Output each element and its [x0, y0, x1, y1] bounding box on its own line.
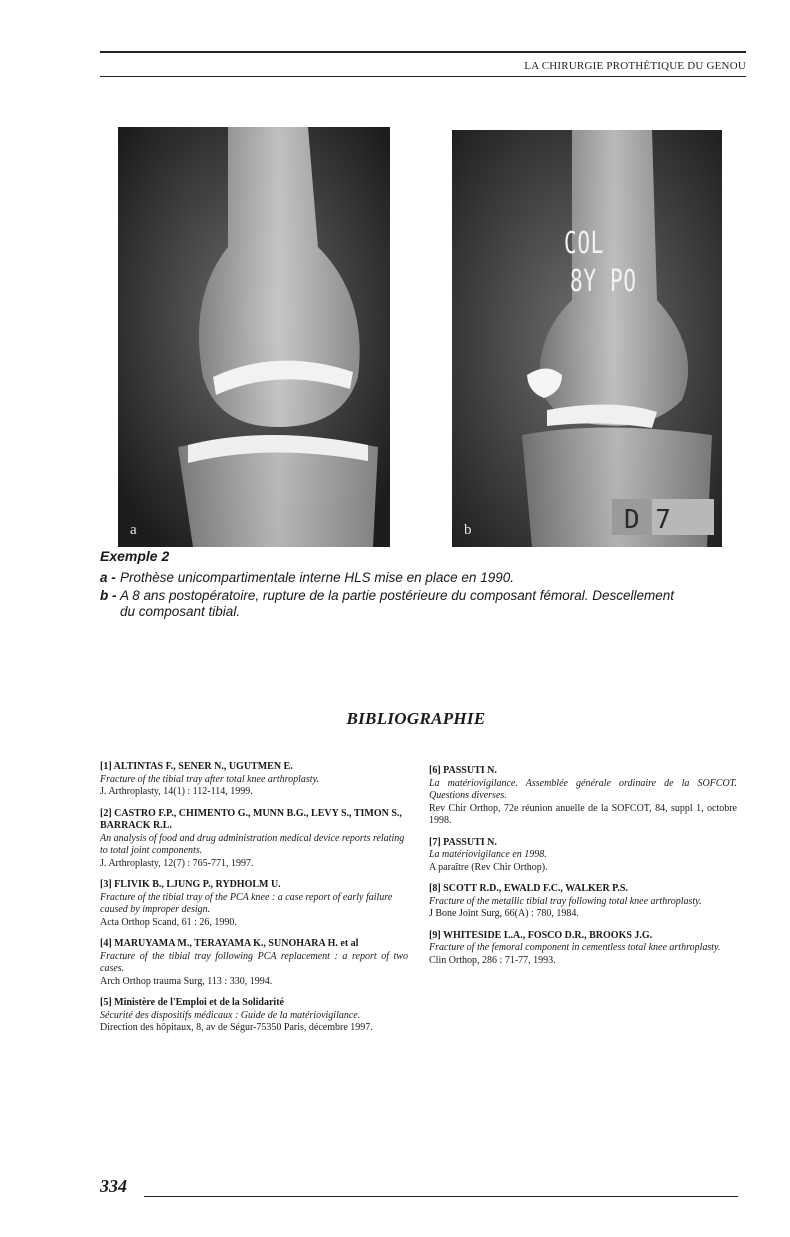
reference-source: Rev Chir Orthop, 72e réunion anuelle de la SOFCOT, 84, suppl 1, octobre 1998.	[429, 802, 737, 826]
reference-1	[100, 761, 408, 799]
xray-figure-a	[118, 127, 390, 547]
reference-source: Clin Orthop, 286 : 71-77, 1993.	[429, 954, 556, 966]
caption-title: Exemple 2	[100, 548, 170, 564]
footer-rule	[144, 1196, 738, 1197]
reference-title: Sécurité des dispositifs médicaux : Guide de la matériovigilance.	[100, 1009, 361, 1021]
caption-text-b-continuation: du composant tibial.	[120, 604, 241, 619]
xray-figure-b	[452, 130, 722, 547]
reference-5	[100, 997, 408, 1035]
reference-authors: [7] PASSUTI N.	[429, 836, 497, 848]
reference-title: An analysis of food and drug administration medical device reports relating to total joint components.	[100, 832, 405, 856]
header-rule-bottom	[100, 76, 746, 77]
reference-title: La matériovigilance. Assemblée générale ordinaire de la SOFCOT. Questions diverses.	[429, 777, 737, 801]
bibliography-right-column	[429, 765, 737, 976]
reference-8	[429, 883, 737, 921]
reference-source: Arch Orthop trauma Surg, 113 : 330, 1994.	[100, 975, 273, 987]
reference-authors: [3] FLIVIK B., LJUNG P., RYDHOLM U.	[100, 879, 281, 890]
reference-title: Fracture of the femoral component in cementless total knee arthroplasty.	[429, 942, 721, 953]
reference-3	[100, 879, 408, 929]
page-number: 334	[100, 1176, 127, 1196]
reference-title: Fracture of the metallic tibial tray following total knee arthroplasty.	[429, 895, 702, 907]
reference-authors: [2] CASTRO F.P., CHIMENTO G., MUNN B.G., LEVY S., TIMON S., BARRACK R.L.	[100, 807, 402, 831]
reference-title: Fracture of the tibial tray after total knee arthroplasty.	[100, 773, 319, 785]
reference-2	[100, 808, 408, 871]
reference-authors: [4] MARUYAMA M., TERAYAMA K., SUNOHARA H. et al	[100, 938, 359, 949]
reference-4	[100, 938, 408, 988]
figure-label-b: b	[464, 522, 472, 538]
reference-source: Acta Orthop Scand, 61 : 26, 1990.	[100, 916, 237, 928]
reference-7	[429, 837, 737, 875]
caption-text-a: Prothèse unicompartimentale interne HLS mise en place en 1990.	[120, 570, 514, 585]
caption-item-a	[100, 570, 750, 586]
figure-label-a: a	[130, 522, 137, 538]
marker-icon	[612, 497, 716, 537]
reference-source: J Bone Joint Surg, 66(A) : 780, 1984.	[429, 908, 579, 919]
caption-item-b	[100, 588, 750, 620]
caption-tag-a: a -	[100, 570, 116, 585]
film-side-marker	[612, 497, 716, 537]
reference-9	[429, 930, 737, 968]
reference-authors: [1] ALTINTAS F., SENER N., UGUTMEN E.	[100, 761, 293, 772]
film-text-line-1: COL	[564, 226, 605, 261]
reference-source: J. Arthroplasty, 12(7) : 765-771, 1997.	[100, 857, 254, 869]
reference-authors: [5] Ministère de l'Emploi et de la Solidarité	[100, 997, 284, 1008]
marker-text: D 7	[624, 505, 671, 535]
bibliography-heading: BIBLIOGRAPHIE	[346, 709, 486, 728]
reference-source: Direction des hôpitaux, 8, av de Ségur-75350 Paris, décembre 1997.	[100, 1022, 373, 1033]
bibliography-left-column	[100, 761, 408, 1044]
xray-image-a	[118, 127, 390, 547]
reference-authors: [6] PASSUTI N.	[429, 765, 497, 776]
reference-source: J. Arthroplasty, 14(1) : 112-114, 1999.	[100, 786, 253, 797]
reference-title: Fracture of the tibial tray following PCA replacement : a report of two cases.	[100, 950, 408, 974]
header-rule-top	[100, 51, 746, 53]
caption-tag-b: b -	[100, 588, 117, 603]
reference-title: La matériovigilance en 1998.	[429, 849, 547, 860]
caption-text-b: A 8 ans postopératoire, rupture de la partie postérieure du composant fémoral. Descellement	[120, 588, 675, 603]
reference-source: A paraître (Rev Chir Orthop).	[429, 861, 548, 873]
reference-title: Fracture of the tibial tray of the PCA knee : a case report of early failure caused by improper design.	[100, 891, 393, 915]
running-header: LA CHIRURGIE PROTHÉTIQUE DU GENOU	[524, 60, 746, 72]
xray-image-b	[452, 130, 722, 547]
reference-authors: [9] WHITESIDE L.A., FOSCO D.R., BROOKS J.G.	[429, 929, 653, 941]
reference-authors: [8] SCOTT R.D., EWALD F.C., WALKER P.S.	[429, 883, 628, 894]
film-text-line-2: 8Y PO	[570, 264, 637, 299]
reference-6	[429, 765, 737, 828]
